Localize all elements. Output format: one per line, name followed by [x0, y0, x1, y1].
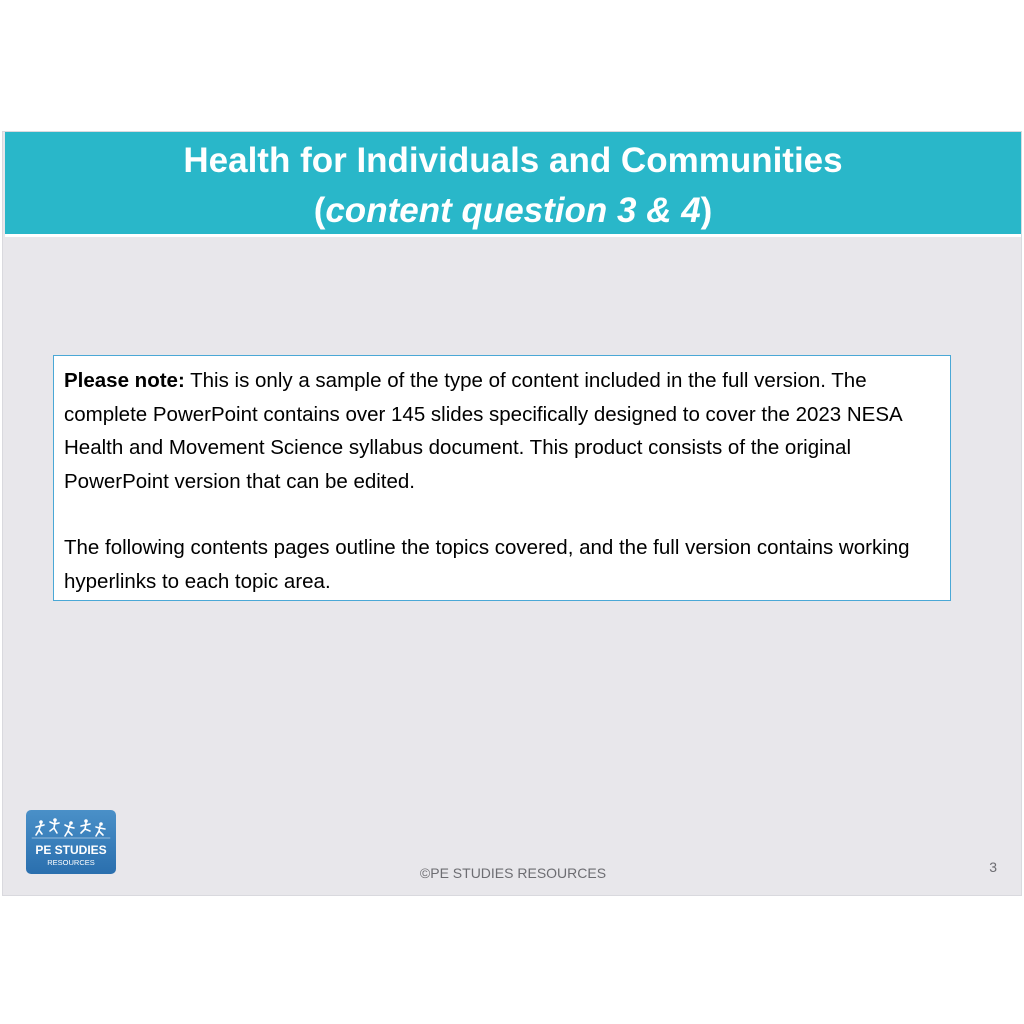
note-lead: Please note: [64, 369, 185, 392]
note-paragraph-2: The following contents pages outline the topics covered, and the full version contains working hyperlinks to each topic area. [64, 536, 910, 593]
note-paragraph-1-text: This is only a sample of the type of content included in the full version. The complete PowerPoint contains over 145 slides specifically designed to cover the 2023 NESA Health and Movement Science syllabus document. This product consists of the original PowerPoint version that can be edited. [64, 369, 902, 493]
slide-title: Health for Individuals and Communities [183, 141, 843, 180]
subtitle-open-paren: ( [313, 191, 326, 230]
logo-main-text: PE STUDIES [35, 843, 107, 857]
slide [2, 131, 1022, 896]
copyright-footer: ©PE STUDIES RESOURCES [419, 865, 607, 881]
page-number: 3 [989, 859, 997, 875]
slide-subtitle [5, 186, 1021, 236]
subtitle-italic-text: content question 3 & 4 [325, 191, 701, 230]
logo-sub-text: RESOURCES [47, 858, 95, 867]
slide-title-bar [5, 132, 1021, 237]
athletes-silhouette-icon [26, 816, 116, 840]
note-paragraph-1 [64, 364, 940, 498]
note-box [53, 355, 951, 601]
subtitle-close-paren: ) [700, 191, 713, 230]
